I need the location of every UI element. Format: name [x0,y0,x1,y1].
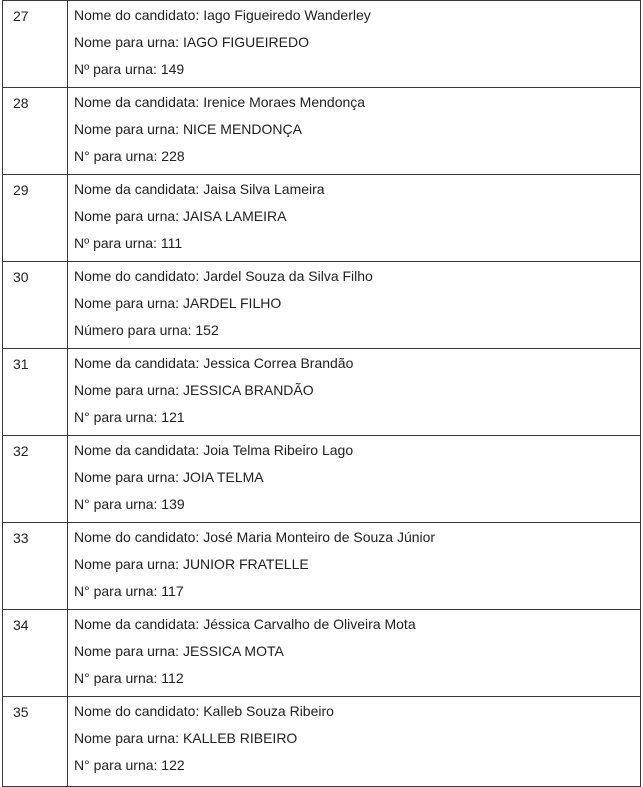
row-number: 32 [3,436,68,523]
table-row [3,697,641,787]
candidate-info [68,436,641,523]
ballot-name: Nome para urna: JUNIOR FRATELLE [74,556,309,572]
ballot-name: Nome para urna: JOIA TELMA [74,469,264,485]
ballot-name: Nome para urna: JAISA LAMEIRA [74,208,287,224]
candidate-name: Nome do candidato: José Maria Monteiro de Souza Júnior [74,529,436,545]
row-number: 30 [3,262,68,349]
candidate-info [68,175,641,262]
ballot-number: N° para urna: 117 [74,583,184,599]
candidate-name: Nome da candidata: Jéssica Carvalho de Oliveira Mota [74,616,416,632]
row-number: 31 [3,349,68,436]
ballot-number: N° para urna: 228 [74,148,185,164]
ballot-number: N° para urna: 112 [74,670,184,686]
ballot-number: Nº para urna: 111 [74,235,183,251]
candidate-table [2,0,641,787]
table-row [3,175,641,262]
ballot-name: Nome para urna: KALLEB RIBEIRO [74,730,298,746]
candidate-table-container [2,0,641,787]
candidate-info [68,697,641,787]
table-row [3,1,641,88]
ballot-number: N° para urna: 122 [74,757,185,773]
row-number: 34 [3,610,68,697]
candidate-name: Nome do candidato: Kalleb Souza Ribeiro [74,703,334,719]
row-number: 27 [3,1,68,88]
candidate-name: Nome da candidata: Irenice Moraes Mendonça [74,94,366,110]
candidate-info [68,88,641,175]
row-number: 28 [3,88,68,175]
ballot-number: N° para urna: 139 [74,496,185,512]
ballot-name: Nome para urna: IAGO FIGUEIREDO [74,34,309,50]
ballot-number: Nº para urna: 149 [74,61,185,77]
table-row [3,436,641,523]
candidate-info [68,1,641,88]
ballot-name: Nome para urna: JARDEL FILHO [74,295,282,311]
row-number: 29 [3,175,68,262]
candidate-info [68,349,641,436]
row-number: 35 [3,697,68,787]
candidate-name: Nome do candidato: Jardel Souza da Silva Filho [74,268,373,284]
candidate-name: Nome da candidata: Jessica Correa Brandão [74,355,354,371]
table-row [3,88,641,175]
row-number: 33 [3,523,68,610]
table-row [3,610,641,697]
candidate-name: Nome do candidato: Iago Figueiredo Wanderley [74,7,371,23]
candidate-name: Nome da candidata: Joia Telma Ribeiro Lago [74,442,354,458]
ballot-name: Nome para urna: NICE MENDONÇA [74,121,302,137]
table-row [3,523,641,610]
ballot-number: N° para urna: 121 [74,409,185,425]
candidate-name: Nome da candidata: Jaisa Silva Lameira [74,181,325,197]
ballot-name: Nome para urna: JESSICA MOTA [74,643,284,659]
ballot-name: Nome para urna: JESSICA BRANDÃO [74,382,314,398]
candidate-info [68,610,641,697]
ballot-number: Número para urna: 152 [74,322,219,338]
candidate-info [68,523,641,610]
table-row [3,349,641,436]
table-row [3,262,641,349]
candidate-info [68,262,641,349]
